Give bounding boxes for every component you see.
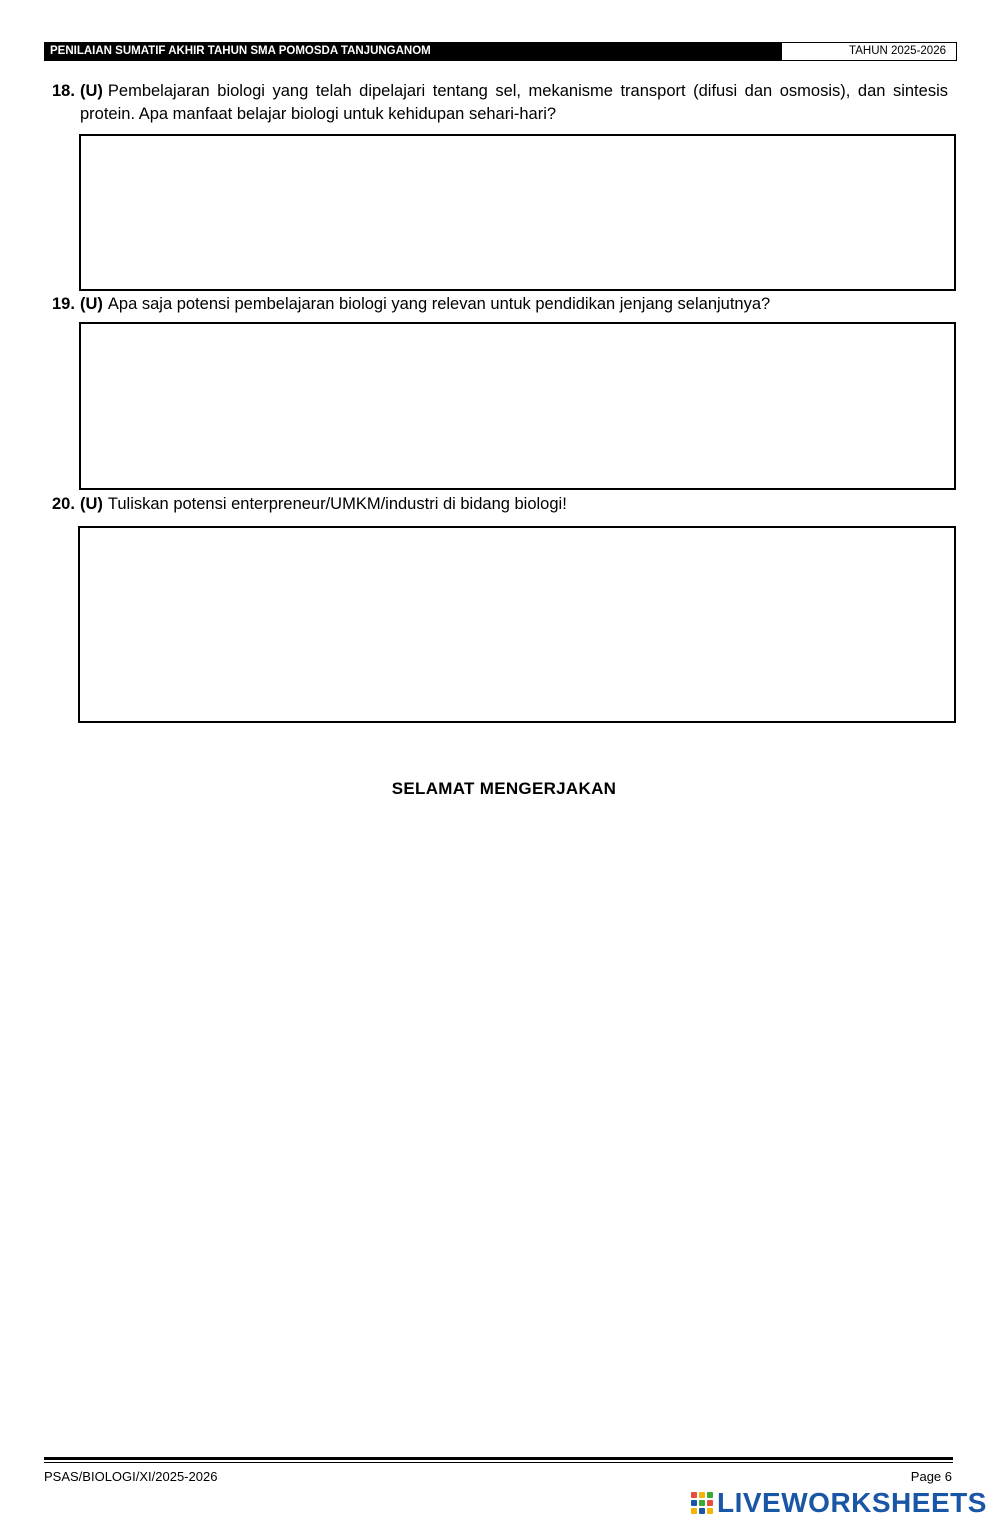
question-number: 19. [52, 295, 75, 313]
answer-box-20[interactable] [78, 526, 956, 723]
question-text: Pembelajaran biologi yang telah dipelajari tentang sel, mekanisme transport (difusi dan osmosis), dan sintesis protein. Apa manfaat belajar biologi untuk kehidupan sehari-hari? [80, 82, 948, 123]
footer-code: PSAS/BIOLOGI/XI/2025-2026 [44, 1469, 218, 1484]
exam-year: TAHUN 2025-2026 [781, 42, 957, 61]
question-tag: (U) [80, 82, 103, 100]
question-tag: (U) [80, 495, 103, 513]
liveworksheets-logo-icon [690, 1490, 714, 1516]
question-text-wrap [80, 493, 948, 516]
question-text: Apa saja potensi pembelajaran biologi yang relevan untuk pendidikan jenjang selanjutnya? [107, 295, 771, 313]
page-number: Page 6 [910, 1469, 952, 1484]
brand-name: LIVEWORKSHEETS [717, 1487, 987, 1518]
footer-divider [44, 1457, 953, 1463]
question-text-wrap [80, 293, 948, 316]
question-number: 20. [52, 495, 75, 513]
answer-box-19[interactable] [79, 322, 956, 490]
question-18 [52, 80, 948, 126]
question-19 [52, 293, 948, 316]
answer-box-18[interactable] [79, 134, 956, 291]
question-number: 18. [52, 82, 75, 100]
question-20 [52, 493, 948, 516]
question-text: Tuliskan potensi enterpreneur/UMKM/industri di bidang biologi! [107, 495, 567, 513]
question-tag: (U) [80, 295, 103, 313]
page-header [44, 42, 957, 61]
closing-message: SELAMAT MENGERJAKAN [391, 779, 617, 798]
exam-title: PENILAIAN SUMATIF AKHIR TAHUN SMA POMOSDA TANJUNGANOM [44, 42, 781, 61]
brand-logo [690, 1488, 987, 1518]
question-text-wrap [80, 80, 948, 126]
